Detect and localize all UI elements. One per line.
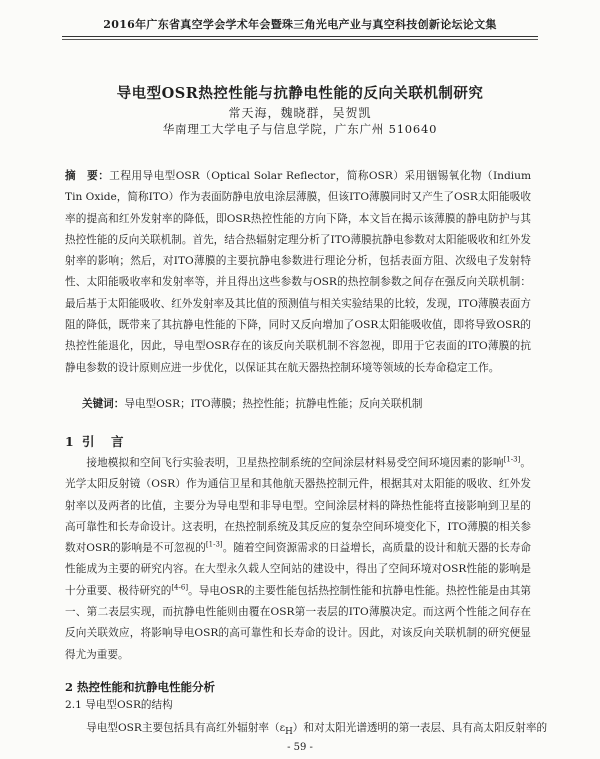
s21-text-end: ）和对太阳光谱透明的第一表层、具有高太阳反射率的 (292, 722, 548, 734)
citation: [4-6] (171, 583, 189, 592)
paper-affiliation: 华南理工大学电子与信息学院，广东广州 510640 (162, 122, 438, 136)
citation: [1-3] (503, 455, 521, 464)
header-rule (62, 36, 538, 37)
keywords (82, 394, 540, 414)
s21-text-start: 导电型OSR主要包括具有高红外辐射率（ε (65, 722, 286, 734)
abstract (65, 166, 531, 379)
intro-text-a: 接地模拟和空间飞行实验表明，卫星热控制系统的空间涂层材料易受空间环境因素的影响 (65, 457, 504, 469)
keywords-text: 导电型OSR；ITO薄膜；热控性能；抗静电性能；反向关联机制 (124, 398, 423, 410)
paper-title: 导电型OSR热控性能与抗静电性能的反向关联机制研究 (116, 85, 484, 102)
paper-authors: 常天海，魏晓群，吴贺凯 (228, 106, 372, 120)
intro-text-b: 。光学太阳反射镜（OSR）作为通信卫星和其他航天器热控制元件，根据其对太阳能的吸收、红外发射率以及两者的比值，主要分为导电型和非导电型。空间涂层材料的降热性能将直接影响到卫星的高可靠性和长寿命设计。这表明，在热控制系统及其反应的复杂空间环境变化下，ITO薄膜的相关参数对OSR的影响是不可忽视的 (65, 457, 532, 555)
introduction-paragraph (65, 453, 531, 666)
abstract-label: 摘 要： (65, 170, 110, 182)
citation: [1-3] (205, 540, 223, 549)
running-header: 2016年广东省真空学会学术年会暨珠三角光电产业与真空科技创新论坛论文集 (103, 18, 497, 31)
abstract-text: 工程用导电型OSR（Optical Solar Reflector，简称OSR）采用铟锡氧化物（Indium Tin Oxide，简称ITO）作为表面防静电放电涂层薄膜，但该ITO薄膜同时又产生了OSR太阳能吸收率的提高和红外发射率的降低，即OSR热控性能的方向下降，本文旨在揭示该薄膜的静电防护与其热控性能的反向关联机制。首先，结合热辐射定理分析了ITO薄膜抗静电参数对太阳能吸收和红外发射率的影响；然后，对ITO薄膜的主要抗静电参数进行理论分析，包括表面方阻、次级电子发射特性、太阳能吸收率和发射率等，并且得出这些参数与OSR的热控制参数之间存在强反向关联机制：最后基于太阳能吸收、红外发射率及其比值的预测值与相关实验结果的比较，发现，ITO薄膜表面方阻的降低，既带来了其抗静电性能的下降，同时又反向增加了OSR太阳能吸收值，即将导致OSR的热控性能退化，因此，导电型OSR存在的该反向关联机制不容忽视，即用于它表面的ITO薄膜的抗静电参数的设计原则应进一步优化，以保证其在航天器热控制环境等领域的长寿命稳定工作。 (65, 170, 532, 374)
section-2-1-paragraph (65, 718, 548, 742)
keywords-label: 关键词： (82, 398, 125, 410)
section-2-1-heading: 2.1 导电型OSR的结构 (65, 699, 173, 711)
intro-text-d: 。导电OSR的主要性能包括热控制性能和抗静电性能。热控性能是由其第一、第二表层实现，而抗静电性能则由覆在OSR第一表层的ITO薄膜决定。而这两个性能之间存在反向关联效应，将影响导电OSR的高可靠性和长寿命的设计。因此，对该反向关联机制的研究便显得尤为重要。 (65, 584, 531, 661)
intro-text-c: 。随着空间资源需求的日益增长，高质量的设计和航天器的长寿命性能成为主要的研究内容。在大型永久载人空间站的建设中，得出了空间环境对OSR性能的影响是十分重要、极待研究的 (65, 542, 531, 597)
section-2-heading: 2 热控性能和抗静电性能分析 (65, 680, 216, 694)
section-1-heading: 1 引 言 (65, 434, 126, 449)
header-rule-thin (62, 39, 538, 40)
page-number: - 59 - (287, 742, 313, 753)
epsilon-subscript: H (285, 727, 293, 738)
